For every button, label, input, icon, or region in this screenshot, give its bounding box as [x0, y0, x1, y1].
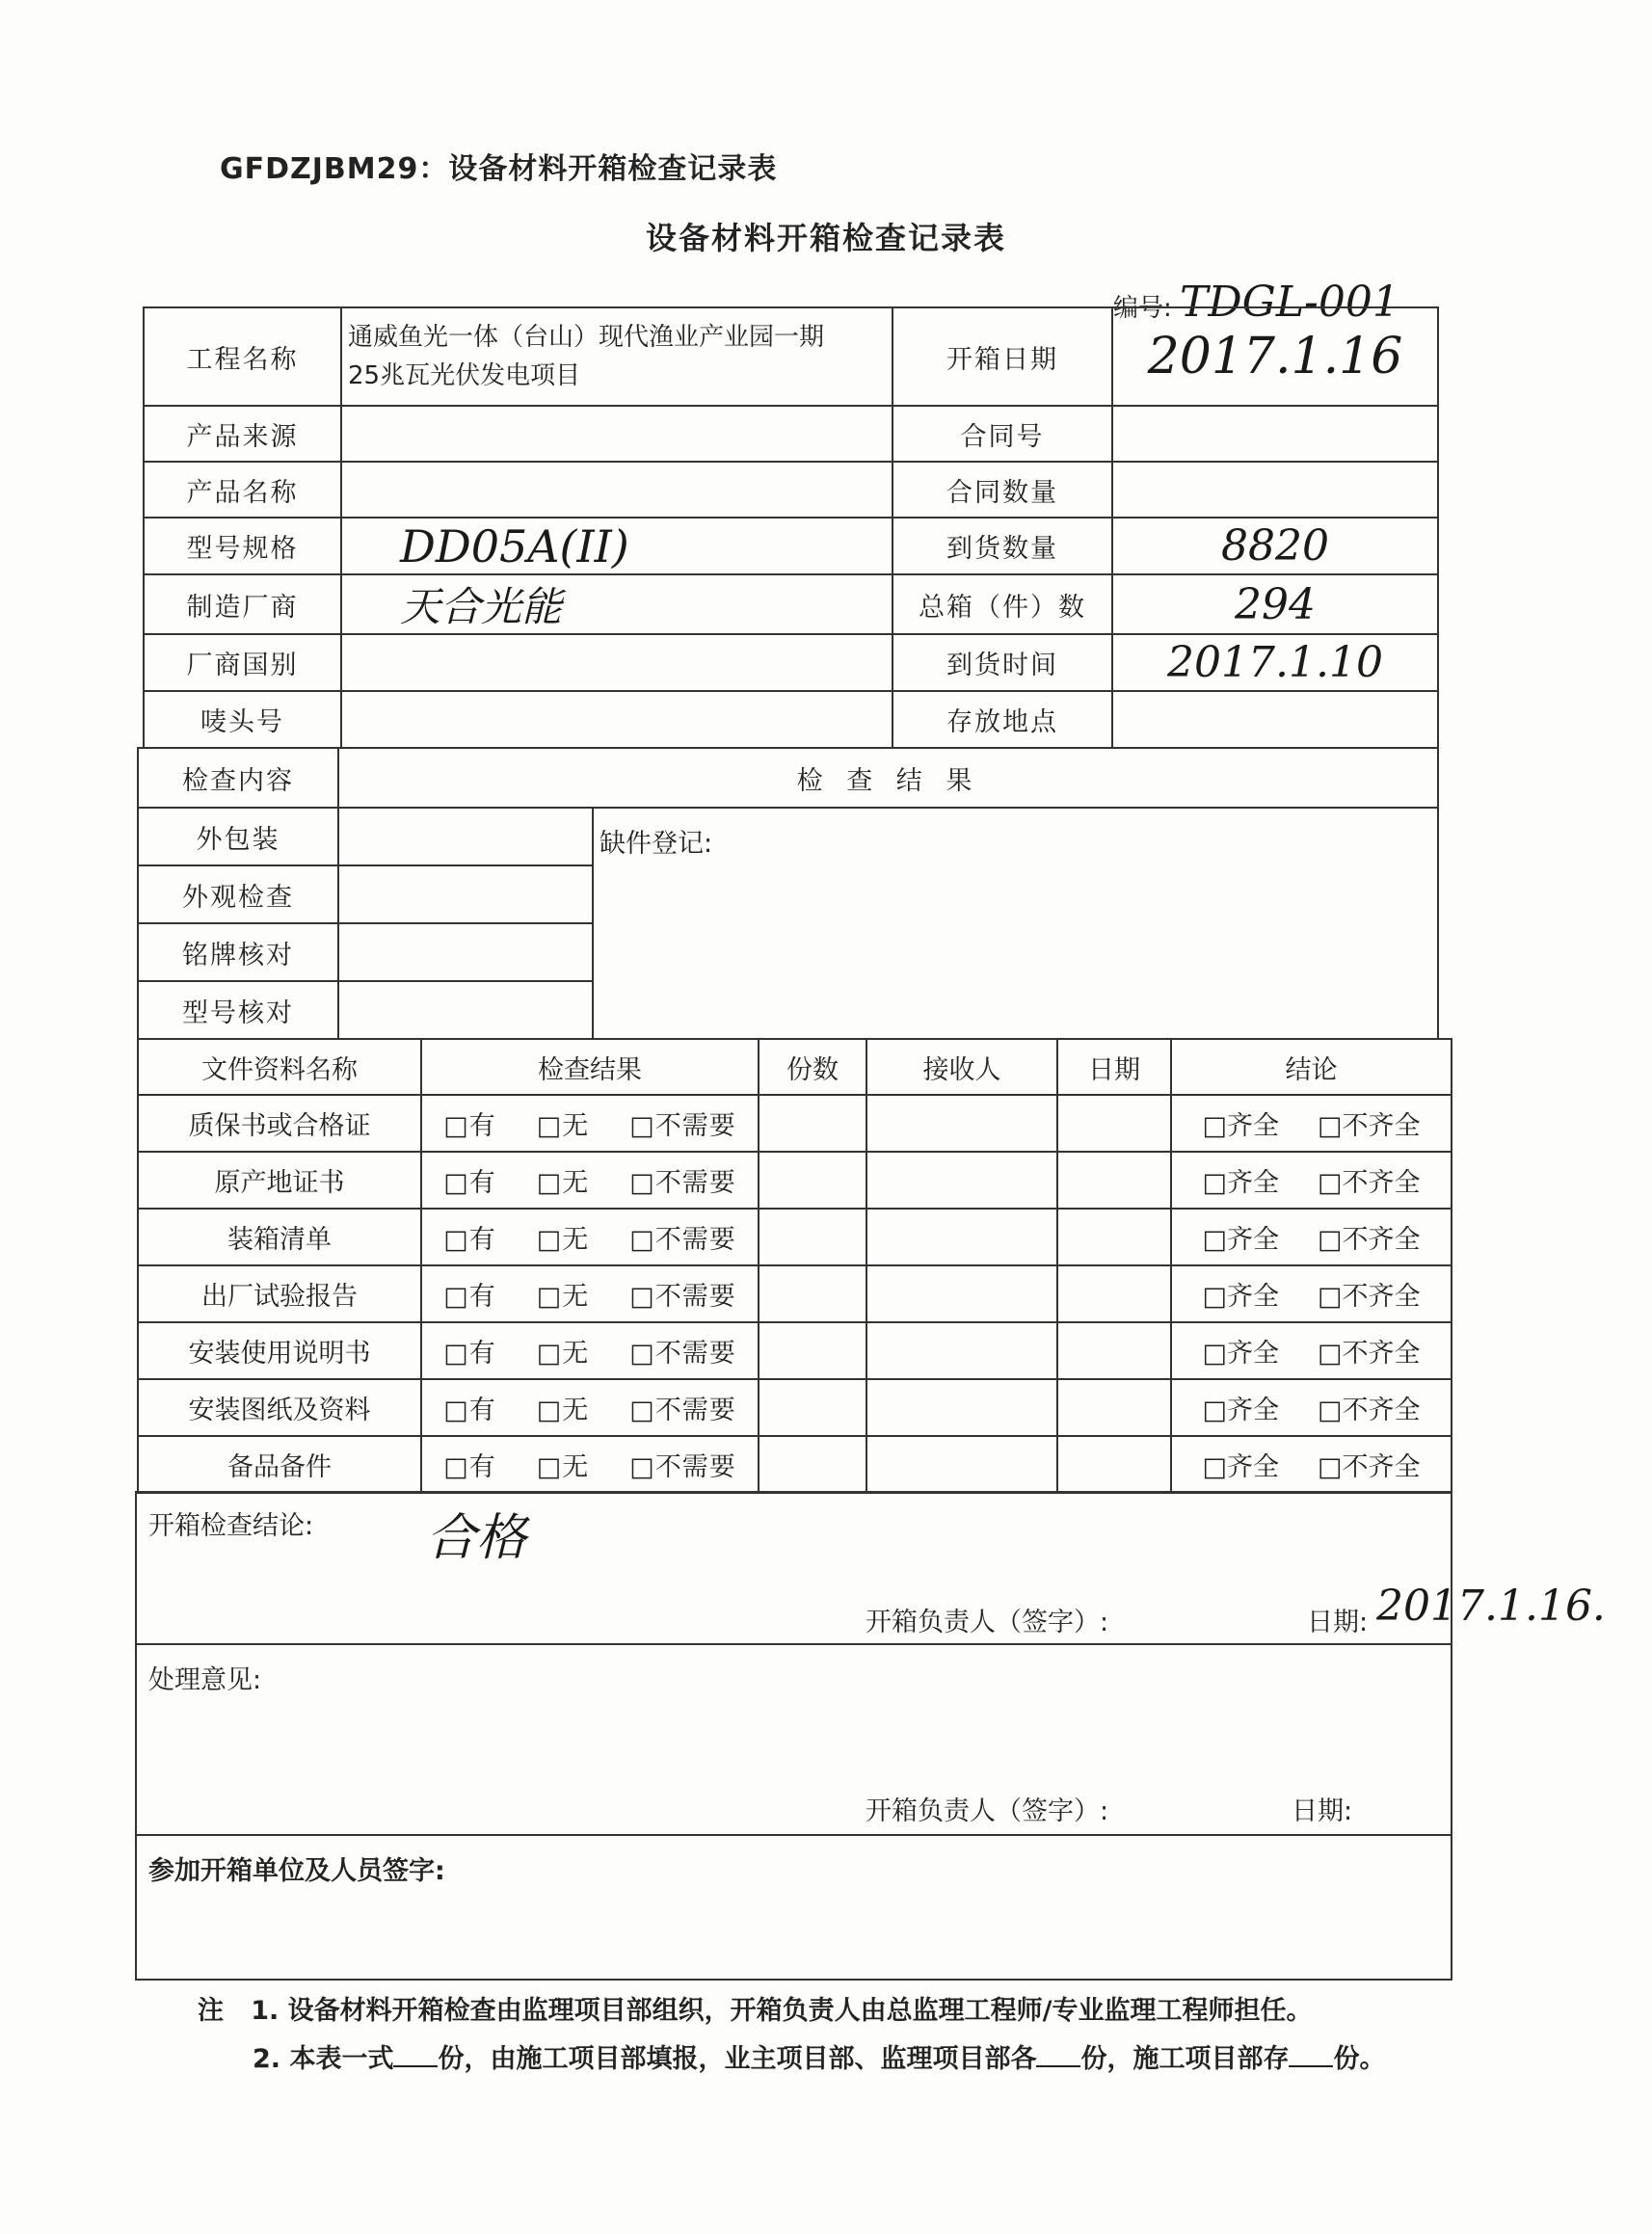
checkbox-option[interactable]: □不需要	[629, 1168, 736, 1198]
copies-cell	[759, 1436, 866, 1493]
product-source-label: 产品来源	[144, 406, 341, 462]
storage-label: 存放地点	[893, 691, 1112, 748]
conclusion-checkbox[interactable]: □齐全	[1202, 1282, 1279, 1312]
manufacturer-value: 天合光能	[341, 574, 893, 634]
opinion-date-label: 日期:	[1292, 1796, 1353, 1826]
contract-no-label: 合同号	[893, 406, 1112, 462]
conclusion-checkbox[interactable]: □不齐全	[1318, 1339, 1421, 1369]
info-row	[144, 574, 1438, 634]
inspect-item: 型号核对	[138, 981, 338, 1039]
note-line-2	[198, 2035, 1385, 2084]
date-cell	[1057, 1436, 1171, 1493]
contract-qty-value	[1112, 462, 1438, 518]
document-name: 出厂试验报告	[138, 1265, 421, 1322]
arrival-time-value: 2017.1.10	[1112, 634, 1438, 691]
opinion-cell	[136, 1644, 1452, 1835]
inspect-result	[338, 923, 593, 981]
participants-cell	[136, 1835, 1452, 1980]
opinion-sign-label: 开箱负责人（签字）:	[866, 1796, 1109, 1826]
info-row	[144, 691, 1438, 748]
receiver-cell	[866, 1265, 1057, 1322]
missing-parts-cell	[593, 808, 1438, 1039]
copies-cell	[759, 1379, 866, 1436]
col-copies: 份数	[759, 1039, 866, 1095]
document-name: 装箱清单	[138, 1209, 421, 1265]
checkbox-option[interactable]: □有	[443, 1111, 496, 1141]
conclusion-checkbox[interactable]: □齐全	[1202, 1168, 1279, 1198]
note-2-part-b: 份，由施工项目部填报，业主项目部、监理项目部各	[438, 2044, 1037, 2074]
receiver-cell	[866, 1379, 1057, 1436]
checkbox-option[interactable]: □不需要	[629, 1225, 736, 1255]
date-cell	[1057, 1322, 1171, 1379]
inspect-result	[338, 865, 593, 923]
product-name-value	[341, 462, 893, 518]
col-receiver: 接收人	[866, 1039, 1057, 1095]
check-result-options	[421, 1322, 759, 1379]
copies-cell	[759, 1095, 866, 1152]
info-table	[143, 306, 1439, 749]
inspect-item: 铭牌核对	[138, 923, 338, 981]
participants-row	[136, 1835, 1452, 1980]
document-name: 安装图纸及资料	[138, 1379, 421, 1436]
inspect-item: 外观检查	[138, 865, 338, 923]
checkbox-option[interactable]: □无	[536, 1225, 590, 1255]
note-1-text: 1. 设备材料开箱检查由监理项目部组织，开箱负责人由总监理工程师/专业监理工程师担任。	[251, 1996, 1313, 2026]
document-row	[138, 1152, 1452, 1209]
receiver-cell	[866, 1436, 1057, 1493]
conclusion-options	[1171, 1322, 1452, 1379]
open-date-label: 开箱日期	[893, 307, 1112, 406]
conclusion-checkbox[interactable]: □齐全	[1202, 1225, 1279, 1255]
date-cell	[1057, 1209, 1171, 1265]
document-row	[138, 1379, 1452, 1436]
project-row	[144, 307, 1438, 406]
receiver-cell	[866, 1095, 1057, 1152]
note-2-part-a: 2. 本表一式	[253, 2044, 394, 2074]
checkbox-option[interactable]: □无	[536, 1168, 590, 1198]
conclusion-value: 合格	[426, 1509, 527, 1567]
documents-table	[137, 1038, 1452, 1494]
checkbox-option[interactable]: □有	[443, 1452, 496, 1482]
checkbox-option[interactable]: □有	[443, 1282, 496, 1312]
checkbox-option[interactable]: □不需要	[629, 1339, 736, 1369]
blank-line	[1289, 2046, 1333, 2067]
conclusion-checkbox[interactable]: □齐全	[1202, 1396, 1279, 1425]
conclusion-checkbox[interactable]: □不齐全	[1318, 1225, 1421, 1255]
check-result-options	[421, 1209, 759, 1265]
documents-header-row	[138, 1039, 1452, 1095]
contract-no-value	[1112, 406, 1438, 462]
checkbox-option[interactable]: □不需要	[629, 1452, 736, 1482]
project-label: 工程名称	[144, 307, 341, 406]
checkbox-option[interactable]: □不需要	[629, 1396, 736, 1425]
check-result-options	[421, 1152, 759, 1209]
copies-cell	[759, 1265, 866, 1322]
conclusion-date-value: 2017.1.16.	[1376, 1582, 1606, 1631]
check-result-options	[421, 1379, 759, 1436]
checkbox-option[interactable]: □有	[443, 1339, 496, 1369]
arrival-qty-label: 到货数量	[893, 518, 1112, 574]
serial-label: 编号:	[1113, 294, 1172, 323]
info-row	[144, 518, 1438, 574]
project-value: 通威鱼光一体（台山）现代渔业产业园一期 25兆瓦光伏发电项目	[341, 307, 893, 406]
signoff-table	[135, 1491, 1606, 1981]
conclusion-options	[1171, 1436, 1452, 1493]
document-row	[138, 1436, 1452, 1493]
date-cell	[1057, 1265, 1171, 1322]
storage-value	[1112, 691, 1438, 748]
arrival-qty-value: 8820	[1112, 518, 1438, 574]
inspect-item: 外包装	[138, 808, 338, 865]
total-boxes-label: 总箱（件）数	[893, 574, 1112, 634]
inspection-table	[137, 747, 1439, 1040]
note-2-part-d: 份。	[1333, 2044, 1386, 2074]
open-date-value: 2017.1.16	[1112, 307, 1438, 406]
manufacturer-label: 制造厂商	[144, 574, 341, 634]
conclusion-checkbox[interactable]: □不齐全	[1318, 1452, 1421, 1482]
opinion-row	[136, 1644, 1452, 1835]
conclusion-checkbox[interactable]: □不齐全	[1318, 1111, 1421, 1141]
check-result-options	[421, 1436, 759, 1493]
conclusion-checkbox[interactable]: □齐全	[1202, 1111, 1279, 1141]
conclusion-cell	[136, 1492, 1606, 1644]
conclusion-label: 开箱检查结论:	[148, 1511, 314, 1541]
shipping-mark-label: 唛头号	[144, 691, 341, 748]
model-spec-label: 型号规格	[144, 518, 341, 574]
conclusion-checkbox[interactable]: □不齐全	[1318, 1396, 1421, 1425]
date-cell	[1057, 1095, 1171, 1152]
model-spec-value: DD05A(II)	[341, 518, 893, 574]
document-row	[138, 1322, 1452, 1379]
checkbox-option[interactable]: □无	[536, 1282, 590, 1312]
form-code-title: GFDZJBM29：设备材料开箱检查记录表	[220, 152, 778, 186]
conclusion-options	[1171, 1209, 1452, 1265]
document-name: 原产地证书	[138, 1152, 421, 1209]
col-check-result: 检查结果	[421, 1039, 759, 1095]
conclusion-date-label: 日期:	[1307, 1608, 1369, 1637]
result-label: 检 查 结 果	[338, 748, 1438, 808]
copies-cell	[759, 1209, 866, 1265]
copies-cell	[759, 1152, 866, 1209]
receiver-cell	[866, 1209, 1057, 1265]
conclusion-options	[1171, 1152, 1452, 1209]
date-cell	[1057, 1379, 1171, 1436]
note-2-part-c: 份，施工项目部存	[1080, 2044, 1290, 2074]
conclusion-checkbox[interactable]: □不齐全	[1318, 1282, 1421, 1312]
inspect-result	[338, 808, 593, 865]
check-result-options	[421, 1095, 759, 1152]
form-title: 设备材料开箱检查记录表	[645, 220, 1006, 256]
receiver-cell	[866, 1322, 1057, 1379]
country-label: 厂商国别	[144, 634, 341, 691]
shipping-mark-value	[341, 691, 893, 748]
product-source-value	[341, 406, 893, 462]
info-row	[144, 634, 1438, 691]
document-row	[138, 1209, 1452, 1265]
conclusion-row	[136, 1492, 1452, 1644]
document-name: 安装使用说明书	[138, 1322, 421, 1379]
date-cell	[1057, 1152, 1171, 1209]
conclusion-checkbox[interactable]: □齐全	[1202, 1452, 1279, 1482]
contract-qty-label: 合同数量	[893, 462, 1112, 518]
document-row	[138, 1265, 1452, 1322]
arrival-time-label: 到货时间	[893, 634, 1112, 691]
participants-label: 参加开箱单位及人员签字:	[148, 1856, 445, 1886]
conclusion-options	[1171, 1379, 1452, 1436]
checkbox-option[interactable]: □无	[536, 1111, 590, 1141]
col-doc-name: 文件资料名称	[138, 1039, 421, 1095]
checkbox-option[interactable]: □有	[443, 1225, 496, 1255]
col-conclusion: 结论	[1171, 1039, 1452, 1095]
product-name-label: 产品名称	[144, 462, 341, 518]
checkbox-option[interactable]: □无	[536, 1396, 590, 1425]
blank-line	[393, 2046, 438, 2067]
conclusion-checkbox[interactable]: □齐全	[1202, 1339, 1279, 1369]
conclusion-checkbox[interactable]: □不齐全	[1318, 1168, 1421, 1198]
note-prefix: 注	[198, 1996, 224, 2026]
checkbox-option[interactable]: □无	[536, 1339, 590, 1369]
conclusion-options	[1171, 1095, 1452, 1152]
copies-cell	[759, 1322, 866, 1379]
missing-parts-label: 缺件登记:	[600, 829, 713, 859]
info-row	[144, 406, 1438, 462]
check-result-options	[421, 1265, 759, 1322]
checkbox-option[interactable]: □无	[536, 1452, 590, 1482]
checkbox-option[interactable]: □有	[443, 1396, 496, 1425]
serial-value: TDGL-001	[1180, 278, 1399, 327]
document-name: 备品备件	[138, 1436, 421, 1493]
checkbox-option[interactable]: □有	[443, 1168, 496, 1198]
document-name: 质保书或合格证	[138, 1095, 421, 1152]
total-boxes-value: 294	[1112, 574, 1438, 634]
document-row	[138, 1095, 1452, 1152]
receiver-cell	[866, 1152, 1057, 1209]
info-row	[144, 462, 1438, 518]
opinion-label: 处理意见:	[148, 1665, 262, 1695]
blank-line	[1036, 2046, 1080, 2067]
country-value	[341, 634, 893, 691]
conclusion-options	[1171, 1265, 1452, 1322]
checkbox-option[interactable]: □不需要	[629, 1282, 736, 1312]
note-line-1	[198, 1987, 1385, 2035]
col-date: 日期	[1057, 1039, 1171, 1095]
inspect-result	[338, 981, 593, 1039]
checkbox-option[interactable]: □不需要	[629, 1111, 736, 1141]
footnotes	[198, 1987, 1385, 2084]
content-label: 检查内容	[138, 748, 338, 808]
conclusion-sign-label: 开箱负责人（签字）:	[866, 1608, 1109, 1637]
